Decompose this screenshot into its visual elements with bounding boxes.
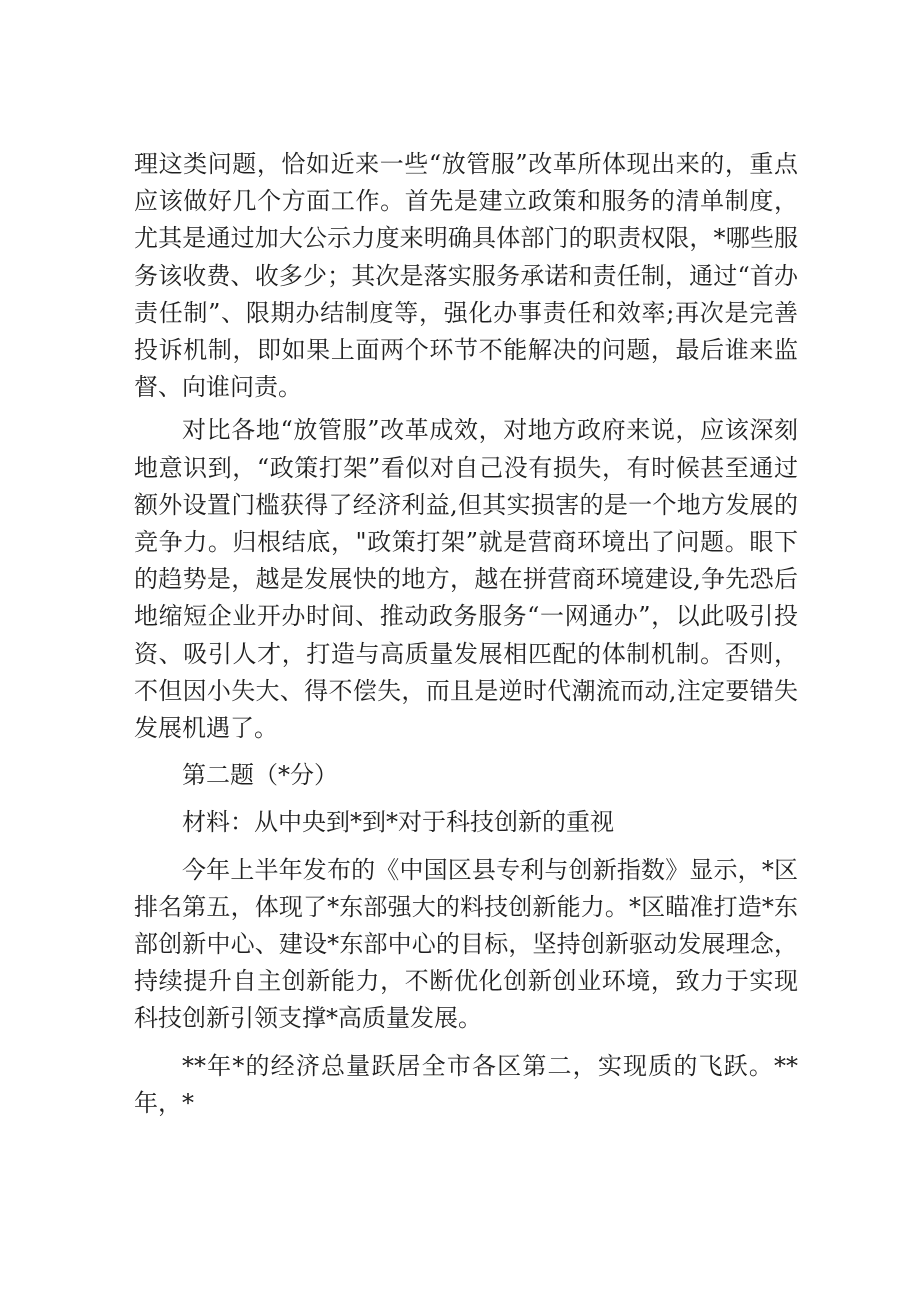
paragraph-economy: **年*的经济总量跃居全市各区第二，实现质的飞跃。**年，* [134, 1051, 798, 1117]
paragraph-policy-comparison: 对比各地“放管服”改革成效，对地方政府来说，应该深刻地意识到，“政策打架”看似对自己没有损失，有时候甚至通过额外设置门槛获得了经济利益,但其实损害的是一个地方发展的竞争力。归根结底，"政策打架”就是营商环境出了问题。眼下的趋势是，越是发展快的地方，越在拼营商环境建设,争先恐后地缩短企业开办时间、推动政务服务“一网通办”，以此吸引投资、吸引人才，打造与高质量发展相匹配的体制机制。否则，不但因小失大、得不偿失，而且是逆时代潮流而动,注定要错失发展机遇了。 [134, 416, 798, 743]
material-title: 材料：从中央到*到*对于科技创新的重视 [182, 808, 614, 837]
question-two-heading: 第二题（*分） [182, 761, 338, 790]
paragraph-innovation-index: 今年上半年发布的《中国区县专利与创新指数》显示，*区排名第五，体现了*东部强大的料技创新能力。*区瞄准打造*东部创新中心、建设*东部中心的目标，坚持创新驱动发展理念，持续提升自主创新能力，不断优化创新创业环境，致力于实现科技创新引领支撑*高质量发展。 [134, 855, 798, 1033]
document-body [134, 146, 798, 1122]
paragraph-continuation: 理这类问题，恰如近来一些“放管服”改革所体现出来的，重点应该做好几个方面工作。首先是建立政策和服务的清单制度，尤其是通过加大公示力度来明确具体部门的职责权限，*哪些服务该收费、收多少；其次是落实服务承诺和责任制，通过“首办责任制”、限期办结制度等，强化办事责任和效率;再次是完善投诉机制，即如果上面两个环节不能解决的问题，最后谁来监督、向谁问责。 [134, 150, 798, 402]
